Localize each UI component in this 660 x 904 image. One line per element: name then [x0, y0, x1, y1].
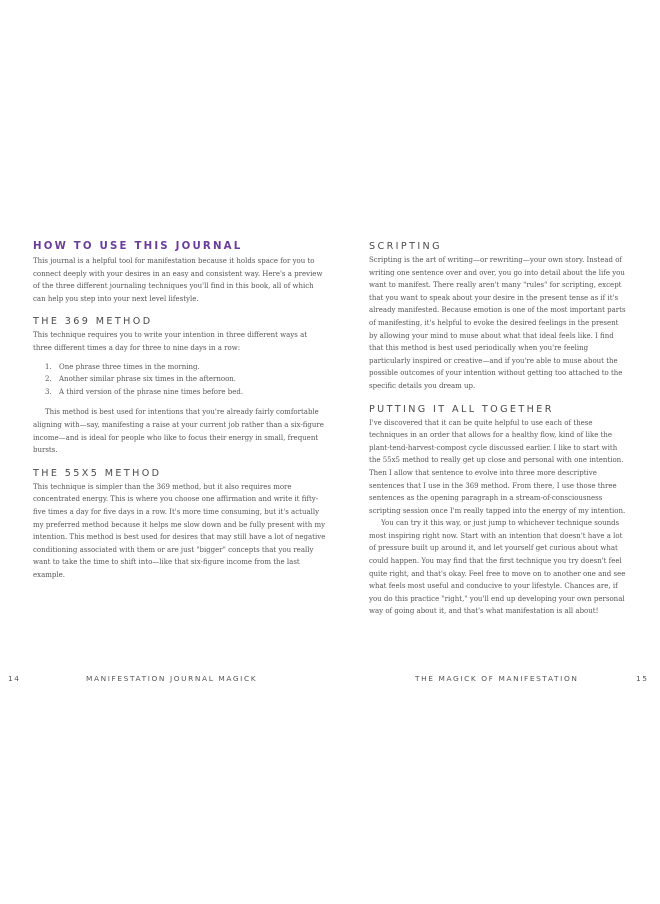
369-method-note: This method is best used for intentions that you're already fairly comfortable aligning with—say, manifesting a raise at your current job rather than a six-figure income—and is ideal for people who like to focus their energy in small, frequent bursts.	[33, 408, 324, 455]
section-heading-scripting: SCRIPTING	[369, 241, 442, 252]
list-text: A third version of the phrase nine times before bed.	[59, 387, 244, 396]
left-page-column	[33, 240, 327, 581]
369-steps-list	[45, 361, 327, 399]
together-body-2: You can try it this way, or just jump to whichever technique sounds most inspiring right now. Start with an intention that doesn't have a lot of pressure built up around it, and let yourself get curious about what could happen. You may find that the first technique you try doesn't feel quite right, and that's okay. Feel free to move on to another one and see what feels most useful and conducive to your lifestyle. Chances are, if you do this practice "right," you'll end up developing your own personal way of going about it, and that's what manifestation is all about!	[369, 519, 626, 616]
list-item	[45, 373, 327, 386]
right-page-column	[369, 240, 627, 618]
page-number-right: 15	[636, 674, 649, 683]
section-heading-369-method: THE 369 METHOD	[33, 316, 153, 328]
together-body: I've discovered that it can be quite helpful to use each of these techniques in an order that allows for a healthy flow, kind of like the plant-tend-harvest-compost cycle discussed earlier. I like to start with the 55x5 method to really get up close and personal with one intention. Then I allow that sentence to evolve into three more descriptive sentences that I use in the 369 method. From there, I use those three sentences as the opening paragraph in a stream-of-consciousness scripting session once I'm really tapped into the energy of my intention.	[369, 418, 626, 515]
369-method-intro: This technique requires you to write your intention in three different ways at three different times a day for three to nine days in a row:	[33, 331, 308, 352]
list-number: 1.	[45, 362, 52, 371]
list-item	[45, 361, 327, 374]
section-heading-55x5-method: THE 55X5 METHOD	[33, 467, 162, 479]
55x5-method-body: This technique is simpler than the 369 method, but it also requires more concentrated energy. This is where you choose one affirmation and write it fifty-five times a day for five days in a row. It's more time consuming, but it's actually my preferred method because it helps me slow down and be fully present with my intention. This method is best used for desires that may still have a lot of negative conditioning associated with them or are just "bigger" concepts that you really want to take the time to shift into—like that six-figure income from the last example.	[33, 482, 326, 579]
list-text: One phrase three times in the morning.	[59, 362, 200, 371]
section-heading-how-to-use: HOW TO USE THIS JOURNAL	[33, 241, 243, 252]
page-number-left: 14	[8, 674, 21, 683]
running-title-left: MANIFESTATION JOURNAL MAGICK	[86, 674, 258, 683]
list-number: 3.	[45, 387, 52, 396]
list-item	[45, 386, 327, 399]
section-heading-putting-it-together: PUTTING IT ALL TOGETHER	[369, 403, 554, 415]
running-title-right: THE MAGICK OF MANIFESTATION	[415, 674, 579, 683]
intro-paragraph: This journal is a helpful tool for manifestation because it holds space for you to connect deeply with your desires in an easy and consistent way. Here's a preview of the three different journaling techniques you'll find in this book, all of which can help you step into your next level lifestyle.	[33, 257, 323, 303]
list-number: 2.	[45, 375, 52, 384]
list-text: Another similar phrase six times in the afternoon.	[59, 375, 237, 384]
scripting-body: Scripting is the art of writing—or rewriting—your own story. Instead of writing one sentence over and over, you go into detail about the life you want to manifest. There really aren't many "rules" for scripting, except that you want to speak about your desire in the present tense as if it's already manifested. Because emotion is one of the most important parts of manifesting, it's helpful to evoke the desired feelings in the present by allowing your mind to muse about what that ideal feels like. I find that this method is best used periodically when you're feeling particularly inspired or creative—and if you're able to muse about the possible outcomes of your intention without getting too attached to the specific details you dream up.	[369, 256, 626, 390]
